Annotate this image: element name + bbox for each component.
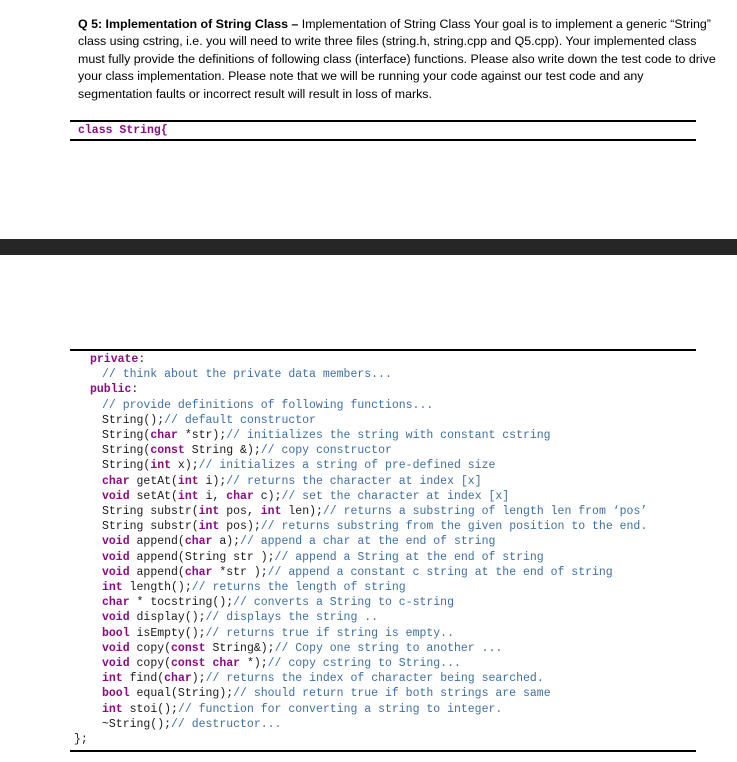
code-token: void [102, 489, 130, 503]
code-token: int [177, 474, 199, 488]
code-token: copy( [129, 641, 172, 655]
code-token: // should return true if both strings are same [233, 687, 551, 701]
code-token: String substr( [102, 505, 199, 518]
code-line [102, 443, 392, 458]
code-token: // append a constant c string at the end of string [267, 565, 613, 579]
code-token: display(); [129, 611, 206, 625]
code-token: bool [102, 626, 130, 640]
code-token: int [198, 505, 220, 518]
code-token: * tocstring(); [129, 596, 234, 610]
code-token: isEmpty(); [129, 626, 206, 640]
code-token: // displays the string .. [205, 611, 379, 625]
code-line [102, 641, 502, 656]
code-line [102, 428, 551, 443]
code-token: x); [171, 459, 199, 473]
code-line [102, 671, 544, 686]
code-token: a); [212, 535, 241, 549]
code-token: String&); [205, 641, 275, 655]
code-token: append(String str ); [129, 550, 275, 564]
code-body-bottom-rule [70, 750, 696, 752]
code-token: int [198, 520, 220, 534]
code-token: length(); [122, 581, 192, 594]
code-token: // returns the index of character being searched. [205, 672, 544, 686]
code-line [102, 519, 647, 534]
code-token: char [226, 489, 254, 503]
code-line [102, 489, 509, 504]
code-token: c); [253, 489, 282, 503]
class-keyword: class [78, 124, 113, 137]
code-token: void [102, 611, 130, 625]
code-token: String substr( [102, 520, 199, 534]
code-token: void [102, 657, 130, 670]
code-token: // think about the private data members... [102, 368, 392, 382]
code-top-rule [70, 120, 696, 122]
code-token: // initializes a string of pre-defined size [198, 459, 496, 473]
code-token: copy( [129, 657, 172, 670]
code-token: stoi(); [122, 702, 178, 716]
code-token: *str ); [212, 565, 268, 579]
code-token: pos); [219, 520, 261, 534]
code-token: String &); [184, 444, 261, 458]
question-body: Implementation of String Class Your goal is to implement a generic “String” class using cstring, i.e. you will need to write three files (string.h, string.cpp and Q5.cpp). Your implemented class must fully provide the definitions of following class (interface) functions. Please also write down the test code to drive your class implementation. Please note that we will be running your code against our test code and any segmentation faults or incorrect result will result in loss of marks. [78, 17, 716, 101]
code-token: pos, [219, 505, 261, 518]
code-token: // initializes the string with constant cstring [226, 429, 551, 442]
code-token: String(); [102, 413, 165, 427]
page-break-band [0, 239, 737, 255]
code-token: void [102, 641, 130, 655]
code-token: char [102, 474, 130, 488]
code-token: // returns the character at index [x] [226, 474, 482, 488]
code-token: void [102, 565, 130, 579]
code-line [102, 474, 482, 489]
code-token: // append a String at the end of string [274, 550, 544, 564]
code-token: // returns a substring of length len from ‘pos’ [322, 505, 648, 518]
code-token: // function for converting a string to integer. [177, 702, 503, 716]
code-token: setAt( [129, 489, 178, 503]
code-line [102, 626, 454, 641]
code-token: ); [191, 672, 206, 686]
code-token: int [150, 459, 172, 473]
code-token: // Copy one string to another ... [274, 641, 503, 655]
code-class-header [78, 123, 168, 138]
code-token: String( [102, 429, 151, 442]
code-token: // converts a String to c-string [233, 596, 454, 610]
code-token: // set the character at index [x] [281, 489, 510, 503]
code-token: char [184, 535, 213, 549]
code-token: // default constructor [164, 413, 316, 427]
code-token: // copy constructor [260, 444, 392, 458]
code-token: // returns substring from the given position to the end. [260, 520, 648, 534]
code-token: append( [129, 565, 185, 579]
code-token: int [177, 489, 199, 503]
code-line [102, 367, 392, 382]
code-token: char [184, 565, 213, 579]
code-line [102, 702, 502, 717]
code-line [102, 398, 433, 413]
code-line [102, 595, 454, 610]
code-token: void [102, 535, 130, 549]
code-token: // append a char at the end of string [240, 535, 496, 549]
code-token: ~String(); [102, 717, 172, 731]
code-token: // copy cstring to String... [267, 657, 461, 670]
code-token: // returns true if string is empty.. [205, 626, 454, 640]
code-token: getAt( [129, 474, 178, 488]
question-heading: Q 5: Implementation of String Class – [78, 17, 299, 31]
code-token: // returns the length of string [191, 581, 406, 594]
code-top-bottom-rule [70, 139, 696, 141]
code-token: : [131, 383, 139, 397]
code-line [90, 352, 145, 367]
code-token: *str); [177, 429, 227, 442]
code-token: bool [102, 687, 130, 701]
code-line [102, 534, 495, 549]
code-token: const [171, 641, 206, 655]
question-text [78, 16, 718, 103]
code-token: // destructor... [171, 717, 282, 731]
code-token: find( [122, 672, 165, 686]
code-line [102, 656, 461, 671]
code-line [102, 717, 281, 732]
code-token: void [102, 550, 130, 564]
code-token: private [90, 353, 139, 366]
code-token: String( [102, 444, 151, 458]
code-token: String( [102, 459, 151, 473]
code-line [102, 504, 647, 519]
code-token: equal(String); [129, 687, 234, 701]
code-token: int [102, 702, 123, 716]
code-line [102, 413, 316, 428]
code-token: len); [281, 505, 323, 518]
code-token: }; [74, 733, 88, 746]
code-token: const char [171, 657, 241, 670]
code-line [74, 732, 88, 747]
code-token: : [138, 353, 146, 366]
code-token: char [150, 429, 178, 442]
code-token: int [260, 505, 282, 518]
code-token: char [164, 672, 192, 686]
code-line [102, 610, 378, 625]
code-token: i); [198, 474, 227, 488]
code-token: int [102, 672, 123, 686]
code-body-top-rule [70, 349, 696, 351]
code-line [102, 565, 613, 580]
code-line [102, 458, 495, 473]
code-line [102, 686, 551, 701]
code-token: i, [198, 489, 227, 503]
class-name: String{ [119, 124, 168, 137]
code-token: *); [240, 657, 268, 670]
code-token: char [102, 596, 130, 610]
code-token: int [102, 581, 123, 594]
code-body [70, 352, 696, 752]
code-token: // provide definitions of following functions... [102, 398, 434, 412]
code-token: append( [129, 535, 185, 549]
code-token: const [150, 444, 185, 458]
code-token: public [90, 383, 132, 397]
code-line [102, 550, 544, 565]
code-line [102, 580, 406, 595]
code-line [90, 382, 138, 397]
